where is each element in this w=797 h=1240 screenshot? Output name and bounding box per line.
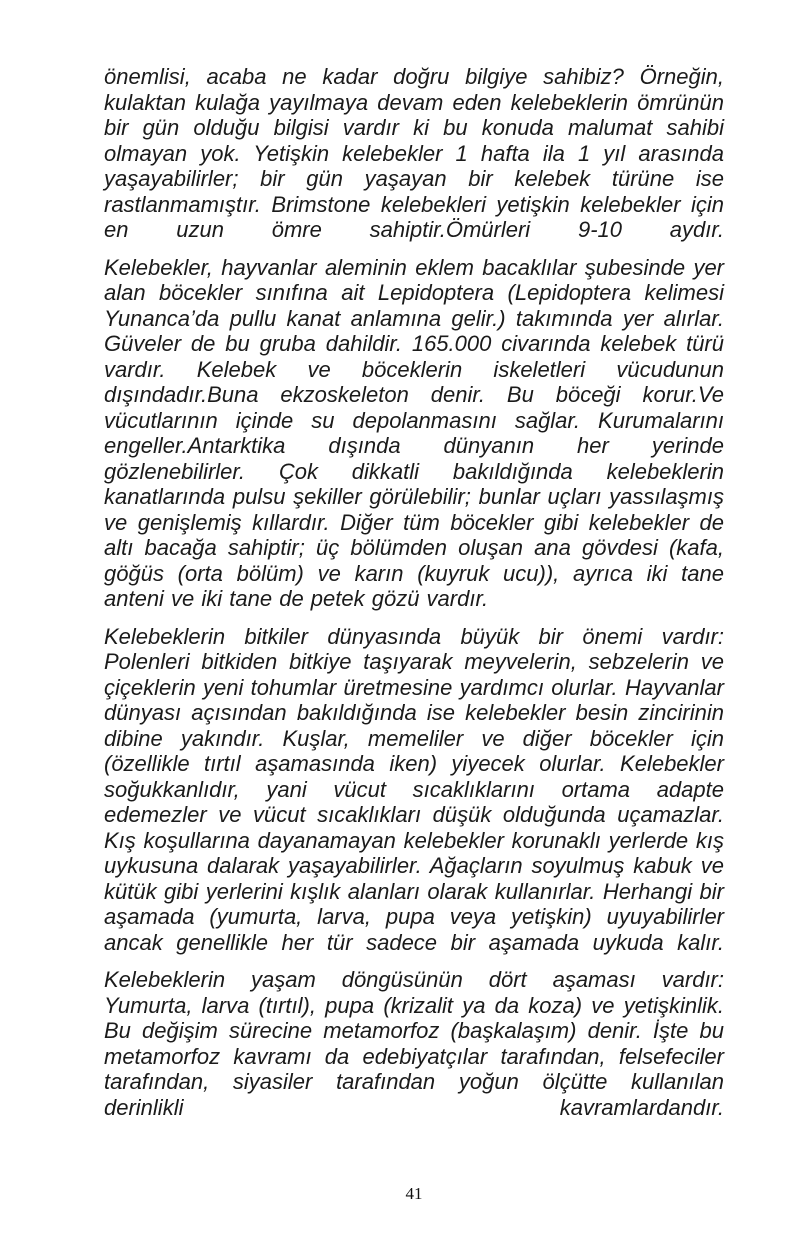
body-paragraph-3: Kelebeklerin bitkiler dünyasında büyük bir önemi vardır: Polenleri bitkiden bitkiye taşıyarak meyvelerin, sebzelerin ve çiçeklerin yeni tohumlar üretmesine yardımcı olurlar. Hayvanlar dünyası açısından bakıldığında ise kelebekler besin zincirinin dibine yakındır. Kuşlar, memeliler ve diğer böcekler için (özellikle tırtıl aşamasında iken) yiyecek olurlar. Kelebekler soğukkanlıdır, yani vücut sıcaklıklarını ortama adapte edemezler ve vücut sıcaklıkları düşük olduğunda uçamazlar. Kış koşullarına dayanamayan kelebekler korunaklı yerlerde kış uykusuna dalarak yaşayabilirler. Ağaçların soyulmuş kabuk ve kütük gibi yerlerini kışlık alanları olarak kullanırlar. Herhangi bir aşamada (yumurta, larva, pupa veya yetişkin) uyuyabilirler ancak genellikle her tür sadece bir aşamada uykuda kalır. (104, 623, 724, 955)
body-text-block (104, 64, 724, 1132)
page-number: 41 (405, 1184, 423, 1203)
body-paragraph-1: önemlisi, acaba ne kadar doğru bilgiye sahibiz? Örneğin, kulaktan kulağa yayılmaya devam eden kelebeklerin ömrünün bir gün olduğu bilgisi vardır ki bu konuda malumat sahibi olmayan yok. Yetişkin kelebekler 1 hafta ila 1 yıl arasında yaşayabilirler; bir gün yaşayan bir kelebek türüne ise rastlanmamıştır. Brimstone kelebekleri yetişkin kelebekler için en uzun ömre sahiptir.Ömürleri 9-10 aydır. (104, 64, 724, 242)
body-paragraph-2: Kelebekler, hayvanlar aleminin eklem bacaklılar şubesinde yer alan böcekler sınıfına ait Lepidoptera (Lepidoptera kelimesi Yunanca’da pullu kanat anlamına gelir.) takımında yer alırlar. Güveler de bu gruba dahildir. 165.000 civarında kelebek türü vardır. Kelebek ve böceklerin iskeletleri vücudunun dışındadır.Buna ekzoskeleton denir. Bu böceği korur.Ve vücutlarının içinde su depolanmasını sağlar. Kurumalarını engeller.Antarktika dışında dünyanın her yerinde gözlenebilirler. Çok dikkatli bakıldığında kelebeklerin kanatlarında pulsu şekiller görülebilir; bunlar uçları yassılaşmış ve genişlemiş kıllardır. Diğer tüm böcekler gibi kelebekler de altı bacağa sahiptir; üç bölümden oluşan ana gövdesi (kafa, göğüs (orta bölüm) ve karın (kuyruk ucu)), ayrıca iki tane anteni ve iki tane de petek gözü vardır. (104, 254, 724, 611)
body-paragraph-4: Kelebeklerin yaşam döngüsünün dört aşaması vardır: Yumurta, larva (tırtıl), pupa (krizalit ya da koza) ve yetişkinlik. Bu değişim sürecine metamorfoz (başkalaşım) denir. İşte bu metamorfoz kavramı da edebiyatçılar tarafından, felsefeciler tarafından, siyasiler tarafından yoğun ölçütte kullanılan derinlikli kavramlardandır. (104, 967, 724, 1120)
